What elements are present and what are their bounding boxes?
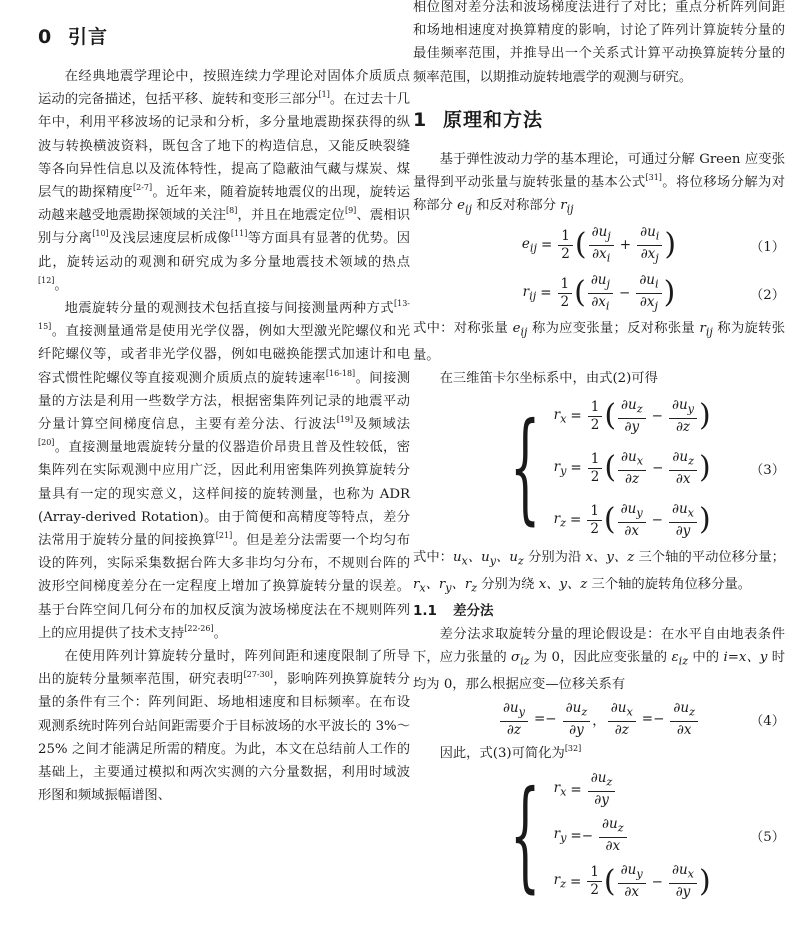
difference-paragraph-1: 差分法求取旋转分量的理论假设是：在水平自由地表条件下，应力张量的 $\sigma_{iz}$ 为 0，因此应变张量的 $\varepsilon_{iz}$ 中的 i=x、y 时均为 0，那么根据应变—位移关系有 <box>413 627 786 693</box>
methods-paragraph-2: 式中：对称张量 $e_{ij}$ 称为应变张量；反对称张量 $r_{ij}$ 称为旋转张量。 <box>413 321 785 363</box>
intro-paragraph-3: 在使用阵列计算旋转分量时，阵列间距和速度限制了所导出的旋转分量频率范围，研究表明[27-30]，影响阵列换算旋转分量的条件有三个：阵列间距、场地相速度和目标频率。在布设观测系统时阵列台站间距需要介于目标波场的水平波长的 3%～25% 之间才能满足所需的精度。为此，本文在总结前人工作的基础上，主要通过模拟和两次实测的六分量数据，利用时域波形图和频域振幅谱图、 <box>38 649 411 804</box>
left-column <box>38 0 410 808</box>
citation[interactable]: [8] <box>226 206 238 216</box>
citation[interactable]: [10] <box>92 229 109 239</box>
citation[interactable]: [1] <box>318 90 330 100</box>
right-column <box>413 0 785 906</box>
citation[interactable]: [11] <box>230 229 248 239</box>
section-number: 0 <box>38 26 53 48</box>
equation-number: （3） <box>749 462 785 478</box>
citation[interactable]: [9] <box>344 206 357 216</box>
section-title: 原理和方法 <box>443 108 544 131</box>
subsection-title: 差分法 <box>453 603 494 620</box>
section-number: 1 <box>413 108 428 131</box>
equation-4: $\frac{\partial u_y}{\partial z}$ =− $\frac{\partial u_z}{\partial y}$ ， $\frac{\partial u_x}{\partial z}$ =− $\frac{\partial u_z}{\partial x}$ （4） <box>413 696 785 742</box>
citation[interactable]: [21] <box>215 531 233 541</box>
intro-paragraph-1: 在经典地震学理论中，按照连续力学理论对固体介质质点运动的完备描述，包括平移、旋转和变形三部分[1]。在过去十几年中，利用平移波场的记录和分析，多分量地震勘探获得的纵波与转换横波资料，既包含了地下的构造信息，又能反映裂缝等各向异性信息以及流体特性，提高了隐蔽油气藏与煤炭、煤层气的勘探精度[2-7]。近年来，随着旋转地震仪的出现，旋转运动越来越受地震勘探领域的关注[8]，并且在地震定位[9]、震相识别与分离[10]及浅层速度层析成像[11]等方面具有显著的优势。因此，旋转运动的观测和研究成为多分量地震技术领域的热点[12]。 <box>38 69 411 293</box>
citation[interactable]: [27-30] <box>243 670 273 680</box>
equation-number: （1） <box>749 239 785 255</box>
section-heading-methods <box>413 106 785 134</box>
citation[interactable]: [19] <box>336 415 354 425</box>
citation[interactable]: [16-18] <box>325 368 356 378</box>
citation[interactable]: [32] <box>564 744 582 754</box>
intro-paragraph-2: 地震旋转分量的观测技术包括直接与间接测量两种方式[13-15]。直接测量通常是使用光学仪器，例如大型激光陀螺仪和光纤陀螺仪等，或者非光学仪器，例如电磁换能摆式加速计和电容式惯性陀螺仪等直接观测介质质点的旋转速率[16-18]。间接测量的方法是利用一些数学方法，根据密集阵列记录的地震平动分量计算空间梯度信息，主要有差分法、行波法[19]及频域法[20]。直接测量地震旋转分量的仪器造价昂贵且普及性较低，密集阵列在实际观测中应用广泛，因此利用密集阵列换算旋转分量具有一定的现实意义，这样间接的旋转测量，也称为 ADR (Array-derived Rotation)。由于简便和高精度等特点，差分法常用于旋转分量的间接换算[21]。但是差分法需要一个均匀布设的阵列，实际采集数据台阵大多非均匀分布，不规则台阵的波形空间梯度差分在一定程度上增加了换算旋转分量的误差。基于台阵空间几何分布的加权反演为波场梯度法在不规则阵列上的应用提供了技术支持[22-26]。 <box>38 299 411 641</box>
citation[interactable]: [2-7] <box>133 183 153 193</box>
methods-paragraph-1: 基于弹性波动力学的基本理论，可通过分解 Green 应变张量得到平动张量与旋转张量的基本公式[31]。将位移场分解为对称部分 $e_{ij}$ 和反对称部分 $r_{ij}$ <box>413 151 786 216</box>
section-heading-intro <box>38 23 410 51</box>
equation-number: （2） <box>749 287 785 303</box>
equation-2: $r_{ij}$ = $\frac{1}{2}$ ( $\frac{\partial u_j}{\partial x_i}$ − $\frac{\partial u_i}{\partial x_j}$ ) （2） <box>522 271 785 313</box>
subsection-heading-difference <box>413 600 785 623</box>
citation[interactable]: [20] <box>38 438 55 448</box>
equation-number: （5） <box>749 830 785 846</box>
citation[interactable]: [22-26] <box>184 623 214 633</box>
citation[interactable]: [12] <box>38 275 55 285</box>
difference-paragraph-2: 因此，式(3)可简化为[32] <box>439 744 582 762</box>
equation-3: { $r_x$ = $\frac{1}{2}$ ( $\frac{\partial u_z}{\partial y}$ − $\frac{\partial u_y}{\partial z}$ ) $r_y$ = $\frac{1}{2}$ ( $\frac{\partial u_x}{\partial z}$ − $\frac{\partial u_z}{\partial x}$ ) $r_z$ = $\frac{1}{2}$ ( $\frac{\partial u_y}{\partial x}$ − $\frac{\partial u_x}{\partial y}$ ) （3） <box>510 397 785 539</box>
subsection-number: 1.1 <box>413 603 437 620</box>
citation[interactable]: [31] <box>645 173 662 183</box>
section-title: 引言 <box>68 26 109 48</box>
equation-1: $e_{ij}$ = $\frac{1}{2}$ ( $\frac{\partial u_j}{\partial x_i}$ + $\frac{\partial u_i}{\partial x_j}$ ) （1） <box>521 223 785 265</box>
equation-number: （4） <box>749 713 785 729</box>
methods-paragraph-4: 式中：$u_x$、$u_y$、$u_z$ 分别为沿 x、y、z 三个轴的平动位移分量；$r_x$、$r_y$、$r_z$ 分别为绕 x、y、z 三个轴的旋转角位移分量。 <box>413 550 785 595</box>
intro-paragraph-continued: 相位图对差分法和波场梯度法进行了对比；重点分析阵列间距和场地相速度对换算精度的影响，讨论了阵列计算旋转分量的最佳频率范围，并推导出一个关系式计算平动换算旋转分量的频率范围，以期推动旋转地震学的观测与研究。 <box>413 0 785 85</box>
methods-paragraph-3: 在三维笛卡尔坐标系中，由式(2)可得 <box>439 371 658 387</box>
equation-5: { $r_x$ = $\frac{\partial u_z}{\partial y}$ $r_y$ =− $\frac{\partial u_z}{\partial x}$ $r_z$ = $\frac{1}{2}$ ( $\frac{\partial u_y}{\partial x}$ − $\frac{\partial u_x}{\partial y}$ ) （5） <box>510 765 785 905</box>
citation[interactable]: [13-15] <box>38 299 410 332</box>
